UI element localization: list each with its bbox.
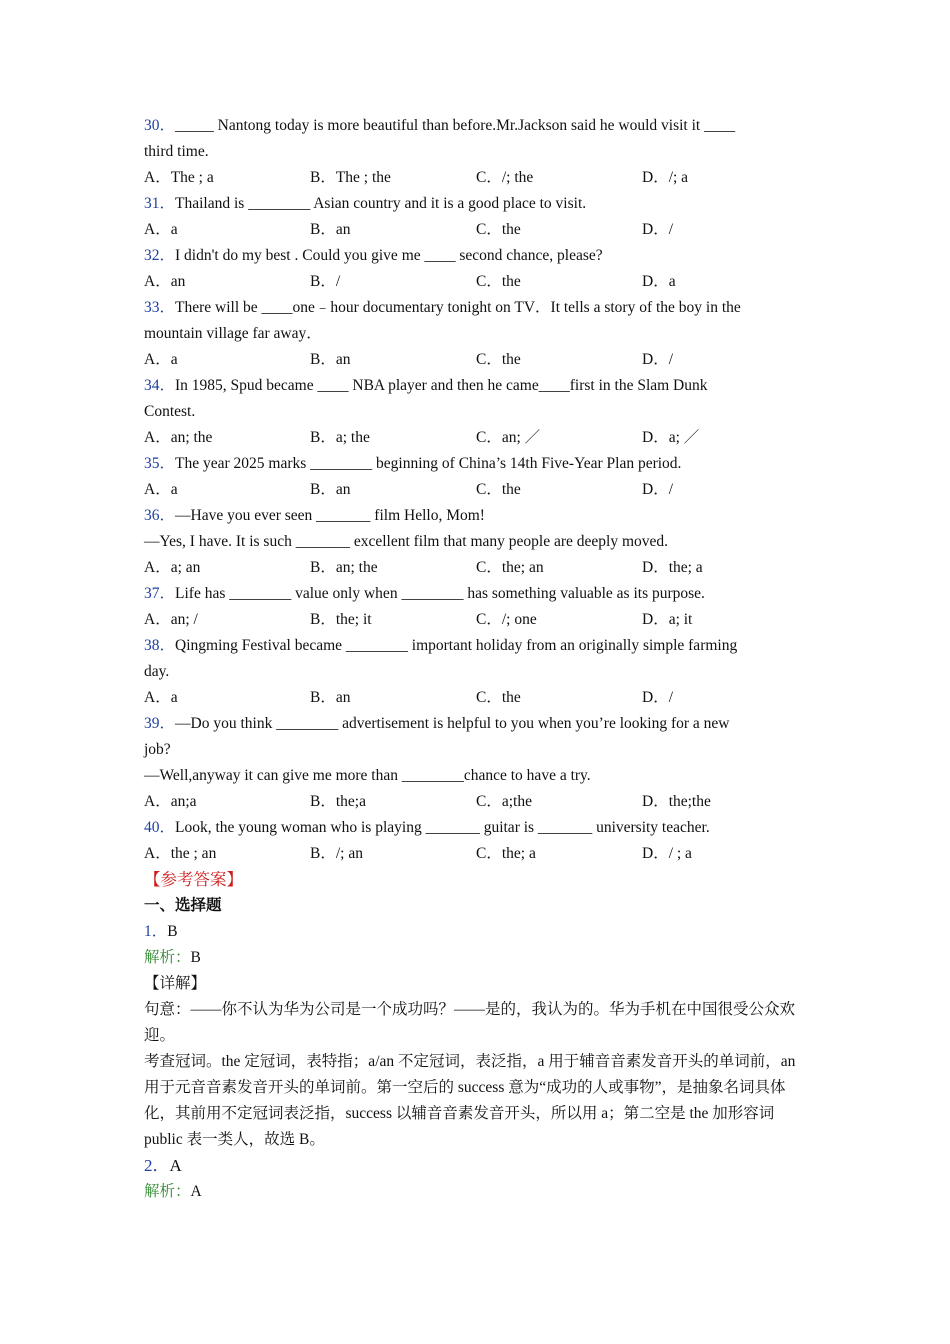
option-a: A．an;a xyxy=(144,793,197,810)
option-a: A．the ; an xyxy=(144,845,217,862)
answer-number: 1． xyxy=(144,923,168,940)
question-number: 32． xyxy=(144,247,176,264)
question-text: Qingming Festival became ________ important holiday from an originally simple farming xyxy=(175,637,738,654)
question-text: —Have you ever seen _______ film Hello, Mom! xyxy=(175,507,485,524)
option-d: D．/ xyxy=(642,351,674,368)
options-row xyxy=(144,607,814,633)
option-b: B．/; an xyxy=(310,845,363,862)
option-b: B．an xyxy=(310,689,351,706)
option-a: A．The ; a xyxy=(144,169,214,186)
option-d: D．/ xyxy=(642,221,674,238)
option-b: B．a; the xyxy=(310,429,370,446)
options-row xyxy=(144,789,814,815)
options-row xyxy=(144,555,814,581)
options-row xyxy=(144,165,814,191)
question-number: 31． xyxy=(144,195,176,212)
question-38 xyxy=(144,633,814,711)
option-b: B．the; it xyxy=(310,611,372,628)
answer-value: A xyxy=(169,1156,182,1175)
answer-2 xyxy=(144,1153,814,1179)
option-c: C．/; the xyxy=(476,169,534,186)
question-text: Life has ________ value only when ________ has something valuable as its purpose. xyxy=(175,585,705,602)
question-33 xyxy=(144,295,814,373)
option-d: D．a xyxy=(642,273,676,290)
question-37 xyxy=(144,581,814,633)
option-b: B．an; the xyxy=(310,559,378,576)
option-d: D．the;the xyxy=(642,793,711,810)
detail-paragraph: 句意：——你不认为华为公司是一个成功吗？——是的，我认为的。华为手机在中国很受公众欢迎。 xyxy=(144,1001,796,1044)
analysis-label: 解析： xyxy=(144,949,191,966)
question-text: I didn't do my best . Could you give me ____ second chance, please? xyxy=(175,247,603,264)
option-c: C．an; ／ xyxy=(476,429,541,446)
option-b: B．an xyxy=(310,481,351,498)
question-40 xyxy=(144,815,814,867)
option-d: D．/ xyxy=(642,481,674,498)
question-31 xyxy=(144,191,814,243)
question-text: The year 2025 marks ________ beginning of China’s 14th Five-Year Plan period. xyxy=(175,455,682,472)
question-number: 36． xyxy=(144,507,176,524)
option-a: A．a; an xyxy=(144,559,201,576)
question-text: There will be ____one﹣hour documentary tonight on TV．It tells a story of the boy in the xyxy=(175,299,741,316)
question-number: 34． xyxy=(144,377,176,394)
analysis-2 xyxy=(144,1179,814,1205)
answers-header: 【参考答案】 xyxy=(144,870,243,889)
options-row xyxy=(144,217,814,243)
answer-1 xyxy=(144,919,814,945)
options-row xyxy=(144,425,814,451)
options-row xyxy=(144,841,814,867)
option-b: B．the;a xyxy=(310,793,366,810)
option-c: C．the xyxy=(476,481,521,498)
question-number: 40． xyxy=(144,819,176,836)
question-text: third time. xyxy=(144,143,209,160)
detail-label: 【详解】 xyxy=(144,975,207,992)
option-b: B．/ xyxy=(310,273,341,290)
options-row xyxy=(144,269,814,295)
question-text: Contest. xyxy=(144,403,196,420)
question-number: 37． xyxy=(144,585,176,602)
option-b: B．The ; the xyxy=(310,169,391,186)
option-c: C．the xyxy=(476,221,521,238)
question-35 xyxy=(144,451,814,503)
option-c: C．the xyxy=(476,689,521,706)
question-text: In 1985, Spud became ____ NBA player and then he came____first in the Slam Dunk xyxy=(175,377,708,394)
option-d: D．a; ／ xyxy=(642,429,700,446)
answer-number: 2． xyxy=(144,1156,170,1175)
question-text: Thailand is ________ Asian country and it is a good place to visit. xyxy=(175,195,587,212)
option-b: B．an xyxy=(310,351,351,368)
document-content xyxy=(144,113,814,1205)
option-d: D．a; it xyxy=(642,611,693,628)
question-text: day. xyxy=(144,663,170,680)
question-text: —Do you think ________ advertisement is helpful to you when you’re looking for a new xyxy=(175,715,730,732)
options-row xyxy=(144,347,814,373)
question-30 xyxy=(144,113,814,191)
question-number: 33． xyxy=(144,299,176,316)
question-34 xyxy=(144,373,814,451)
option-c: C．the; an xyxy=(476,559,544,576)
question-32 xyxy=(144,243,814,295)
option-a: A．a xyxy=(144,221,178,238)
option-c: C．/; one xyxy=(476,611,537,628)
question-number: 30． xyxy=(144,117,176,134)
option-d: D．/ xyxy=(642,689,674,706)
analysis-value: A xyxy=(190,1183,202,1200)
question-39 xyxy=(144,711,814,815)
question-text: mountain village far away． xyxy=(144,325,322,342)
question-text: —Yes, I have. It is such _______ excellent film that many people are deeply moved. xyxy=(144,533,669,550)
question-number: 35． xyxy=(144,455,176,472)
option-a: A．an; / xyxy=(144,611,198,628)
question-text: Look, the young woman who is playing _______ guitar is _______ university teacher. xyxy=(175,819,710,836)
question-number: 39． xyxy=(144,715,176,732)
option-c: C．a;the xyxy=(476,793,532,810)
question-number: 38． xyxy=(144,637,176,654)
option-d: D．/; a xyxy=(642,169,689,186)
option-a: A．an; the xyxy=(144,429,213,446)
detail-paragraph: 考查冠词。the 定冠词，表特指；a/an 不定冠词，表泛指，a 用于辅音音素发音开头的单词前，an 用于元音音素发音开头的单词前。第一空后的 success 意为“成功的人或事物”，是抽象名词具体化，其前用不定冠词表泛指，success 以辅音音素发音开头，所以用 a；第二空是 the 加形容词 public 表一类人，故选 B。 xyxy=(144,1053,796,1148)
analysis-1 xyxy=(144,945,814,971)
question-text: —Well,anyway it can give me more than ________chance to have a try. xyxy=(144,767,591,784)
options-row xyxy=(144,685,814,711)
answer-value: B xyxy=(167,923,178,940)
question-text: _____ Nantong today is more beautiful than before.Mr.Jackson said he would visit it ____ xyxy=(175,117,736,134)
option-a: A．an xyxy=(144,273,186,290)
analysis-value: B xyxy=(190,949,201,966)
option-a: A．a xyxy=(144,351,178,368)
option-c: C．the xyxy=(476,273,521,290)
option-a: A．a xyxy=(144,481,178,498)
section-title: 一、选择题 xyxy=(144,897,222,914)
option-c: C．the xyxy=(476,351,521,368)
option-d: D．the; a xyxy=(642,559,703,576)
options-row xyxy=(144,477,814,503)
option-d: D．/ ; a xyxy=(642,845,692,862)
option-a: A．a xyxy=(144,689,178,706)
analysis-label: 解析： xyxy=(144,1183,191,1200)
option-c: C．the; a xyxy=(476,845,536,862)
option-b: B．an xyxy=(310,221,351,238)
question-36 xyxy=(144,503,814,581)
question-text: job? xyxy=(144,741,171,758)
